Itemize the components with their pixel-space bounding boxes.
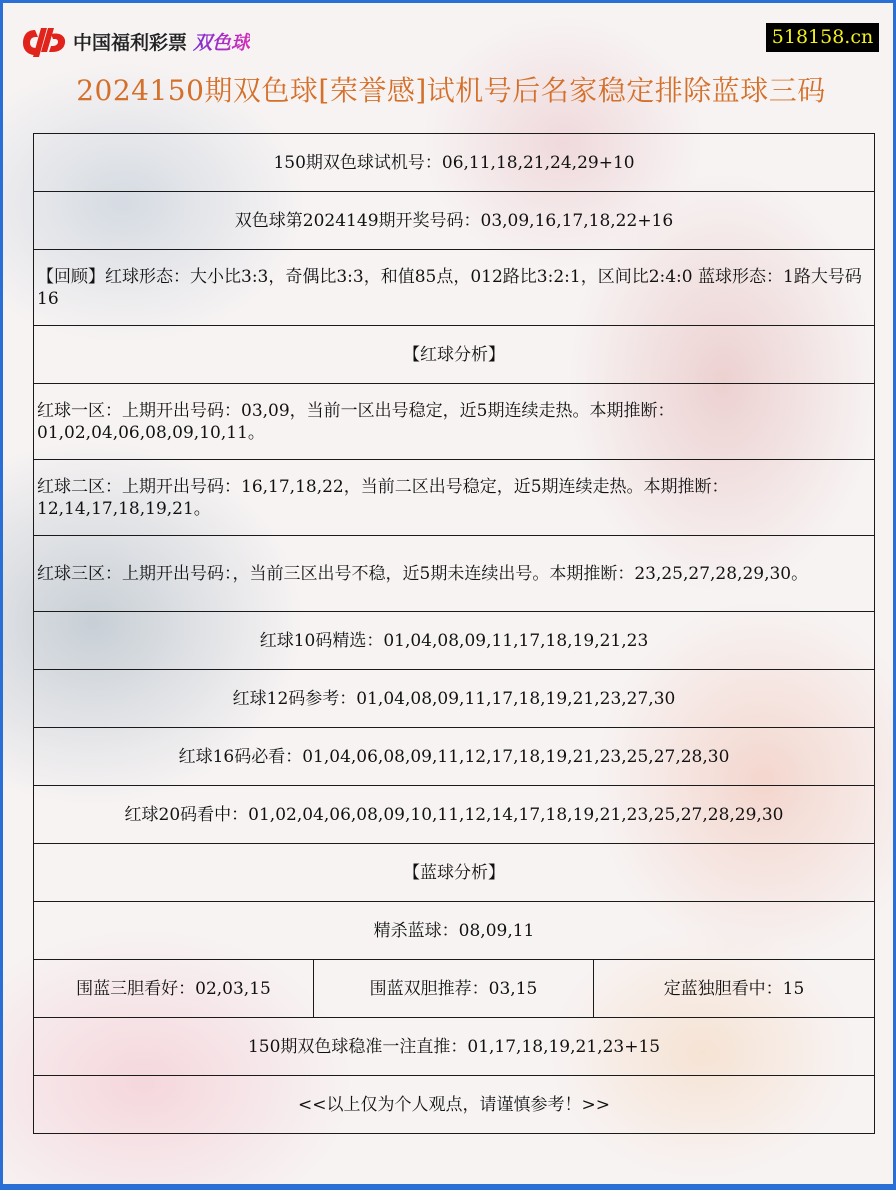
table-row (34, 384, 875, 460)
blue-one-cell: 定蓝独胆看中：15 (594, 960, 875, 1018)
welfare-lottery-logo (21, 25, 250, 57)
last-draw-cell: 双色球第2024149期开奖号码：03,09,16,17,18,22+16 (34, 192, 875, 250)
table-row (34, 670, 875, 728)
blue-two-cell: 围蓝双胆推荐：03,15 (314, 960, 594, 1018)
red-20-cell: 红球20码看中：01,02,04,06,08,09,10,11,12,14,17,18,19,21,23,25,27,28,29,30 (34, 786, 875, 844)
prediction-table (33, 133, 875, 1134)
table-row (34, 326, 875, 384)
table-row (34, 536, 875, 612)
red-zone-2-cell: 红球二区：上期开出号码：16,17,18,22，当前二区出号稳定，近5期连续走热。本期推断：12,14,17,18,19,21。 (34, 460, 875, 536)
red-zone-3-cell: 红球三区：上期开出号码：，当前三区出号不稳，近5期未连续出号。本期推断：23,25,27,28,29,30。 (34, 536, 875, 612)
table-row (34, 902, 875, 960)
table-row (34, 728, 875, 786)
single-pick-cell: 150期双色球稳准一注直推：01,17,18,19,21,23+15 (34, 1018, 875, 1076)
red-12-cell: 红球12码参考：01,04,08,09,11,17,18,19,21,23,27,30 (34, 670, 875, 728)
page-title: 2024150期双色球[荣誉感]试机号后名家稳定排除蓝球三码 (76, 74, 826, 107)
table-row (34, 844, 875, 902)
disclaimer-cell: <<以上仅为个人观点，请谨慎参考！>> (34, 1076, 875, 1134)
red-zone-1-cell: 红球一区：上期开出号码：03,09，当前一区出号稳定，近5期连续走热。本期推断：01,02,04,06,08,09,10,11。 (34, 384, 875, 460)
red-16-cell: 红球16码必看：01,04,06,08,09,11,12,17,18,19,21,23,25,27,28,30 (34, 728, 875, 786)
logo-game-text: 双色球 (193, 28, 250, 55)
review-cell: 【回顾】红球形态：大小比3:3，奇偶比3:3，和值85点，012路比3:2:1，区间比2:4:0 蓝球形态：1路大号码16 (34, 250, 875, 326)
table-row (34, 460, 875, 536)
logo-org-text: 中国福利彩票 (73, 31, 188, 54)
blue-analysis-header: 【蓝球分析】 (34, 844, 875, 902)
table-row (34, 134, 875, 192)
table-row (34, 786, 875, 844)
table-row (34, 192, 875, 250)
blue-three-cell: 围蓝三胆看好：02,03,15 (34, 960, 314, 1018)
table-row (34, 612, 875, 670)
site-badge: 518158.cn (766, 23, 879, 52)
cwl-logo-icon (21, 24, 67, 58)
blue-kill-cell: 精杀蓝球：08,09,11 (34, 902, 875, 960)
red-analysis-header: 【红球分析】 (34, 326, 875, 384)
table-row (34, 1076, 875, 1134)
table-row (34, 1018, 875, 1076)
red-10-cell: 红球10码精选：01,04,08,09,11,17,18,19,21,23 (34, 612, 875, 670)
trial-numbers-cell: 150期双色球试机号：06,11,18,21,24,29+10 (34, 134, 875, 192)
table-row (34, 250, 875, 326)
table-row (34, 960, 875, 1018)
